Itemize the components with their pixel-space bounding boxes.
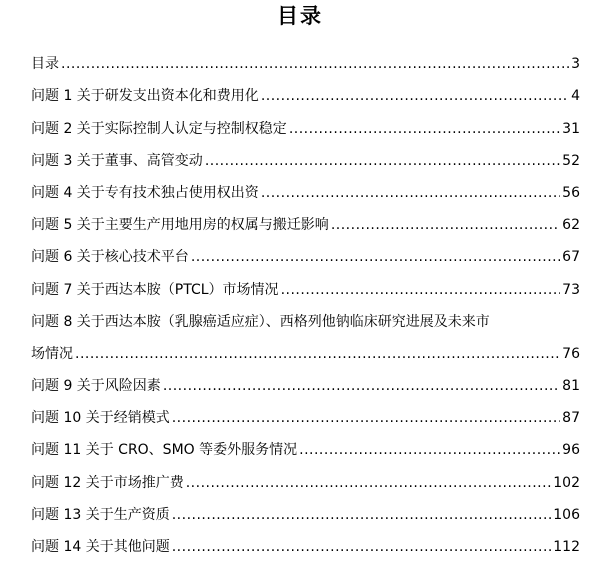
toc-entry[interactable] — [31, 428, 580, 460]
toc-entry-page: 67 — [562, 249, 580, 266]
toc-entry-page: 106 — [553, 506, 580, 523]
toc-entry-page: 96 — [562, 442, 580, 459]
dot-leader — [61, 54, 569, 74]
toc-entry-page: 87 — [562, 410, 580, 427]
toc-entry-page: 62 — [562, 217, 580, 234]
toc-entry[interactable] — [31, 139, 580, 171]
toc-entry-page: 31 — [562, 120, 580, 137]
toc-entry-label: 问题 5 关于主要生产用地用房的权属与搬迁影响 — [31, 217, 329, 234]
toc-entry-label: 问题 1 关于研发支出资本化和费用化 — [31, 88, 259, 105]
toc-entry[interactable] — [31, 203, 580, 235]
toc-entry-label: 问题 11 关于 CRO、SMO 等委外服务情况 — [31, 442, 298, 459]
toc-entry-label: 问题 2 关于实际控制人认定与控制权稳定 — [31, 120, 287, 137]
dot-leader — [331, 215, 560, 235]
toc-entry[interactable] — [31, 460, 580, 492]
toc-entry-page: 56 — [562, 184, 580, 201]
toc-entry[interactable] — [31, 74, 580, 106]
toc-entry-line2 — [31, 332, 580, 364]
toc-entry-label: 问题 10 关于经销模式 — [31, 410, 170, 427]
toc-entry[interactable] — [31, 235, 580, 267]
toc-entry-page: 112 — [553, 539, 580, 555]
dot-leader — [289, 119, 560, 139]
toc-entry-label: 问题 14 关于其他问题 — [31, 539, 170, 555]
dot-leader — [261, 86, 569, 106]
toc-entry[interactable] — [31, 171, 580, 203]
toc-entry-page: 76 — [562, 345, 580, 362]
toc-entry-page: 73 — [562, 281, 580, 298]
toc-title: 目录 — [277, 4, 323, 28]
dot-leader — [75, 344, 560, 364]
toc-entry[interactable] — [31, 493, 580, 525]
toc-entry[interactable] — [31, 106, 580, 138]
dot-leader — [191, 247, 560, 267]
toc-entry[interactable] — [31, 396, 580, 428]
toc-entry-label: 问题 9 关于风险因素 — [31, 378, 161, 395]
dot-leader — [172, 505, 552, 525]
toc-entry-label: 问题 6 关于核心技术平台 — [31, 249, 189, 266]
toc-entry-label: 问题 12 关于市场推广费 — [31, 474, 184, 491]
toc-entry-label: 问题 4 关于专有技术独占使用权出资 — [31, 184, 259, 201]
toc-entry-page: 102 — [553, 474, 580, 491]
dot-leader — [186, 473, 552, 493]
dot-leader — [172, 408, 560, 428]
toc-list — [31, 42, 580, 557]
toc-entry-page: 52 — [562, 152, 580, 169]
toc-entry-label: 问题 7 关于西达本胺（PTCL）市场情况 — [31, 281, 279, 298]
toc-entry-label: 问题 3 关于董事、高管变动 — [31, 152, 203, 169]
dot-leader — [261, 183, 560, 203]
toc-entry-label: 目录 — [31, 56, 59, 73]
toc-entry-page: 81 — [562, 378, 580, 395]
dot-leader — [205, 151, 560, 171]
dot-leader — [299, 440, 560, 460]
dot-leader — [281, 280, 561, 300]
dot-leader — [163, 376, 560, 396]
toc-entry[interactable] — [31, 364, 580, 396]
toc-entry-page: 4 — [571, 88, 580, 105]
toc-entry[interactable] — [31, 267, 580, 299]
toc-entry-label-line2: 场情况 — [31, 345, 73, 362]
toc-entry-label: 问题 13 关于生产资质 — [31, 506, 170, 523]
dot-leader — [172, 537, 552, 557]
toc-entry-page: 3 — [571, 56, 580, 73]
toc-entry[interactable] — [31, 42, 580, 74]
toc-entry-label-line1: 问题 8 关于西达本胺（乳腺癌适应症）、西格列他钠临床研究进展及未来市 — [31, 313, 490, 330]
toc-entry[interactable] — [31, 300, 580, 364]
toc-entry[interactable] — [31, 525, 580, 557]
